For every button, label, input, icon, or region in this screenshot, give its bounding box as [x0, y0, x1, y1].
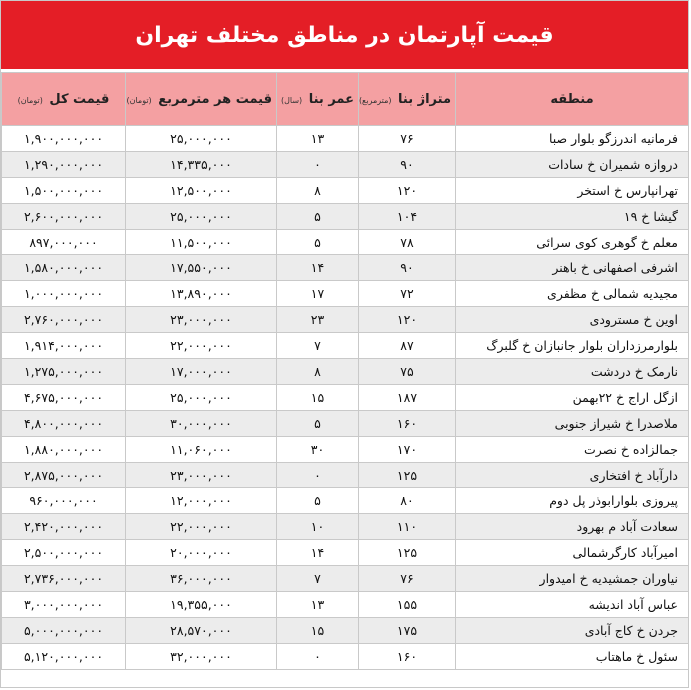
cell-total-price: ۲,۷۳۶,۰۰۰,۰۰۰: [2, 566, 126, 592]
cell-age: ۰: [277, 151, 359, 177]
cell-total-price: ۴,۶۷۵,۰۰۰,۰۰۰: [2, 384, 126, 410]
cell-age: ۱۴: [277, 540, 359, 566]
cell-area: ۱۱۰: [359, 514, 456, 540]
cell-area: ۱۲۵: [359, 462, 456, 488]
cell-region: نیاوران جمشیدیه خ امیدوار: [456, 566, 689, 592]
cell-price-per-meter: ۱۷,۰۰۰,۰۰۰: [126, 359, 277, 385]
cell-region: سئول خ ماهتاب: [456, 643, 689, 669]
cell-price-per-meter: ۲۰,۰۰۰,۰۰۰: [126, 540, 277, 566]
cell-region: بلوارمرزداران بلوار جانبازان خ گلبرگ: [456, 333, 689, 359]
cell-area: ۹۰: [359, 255, 456, 281]
cell-age: ۲۳: [277, 307, 359, 333]
cell-price-per-meter: ۲۳,۰۰۰,۰۰۰: [126, 462, 277, 488]
cell-total-price: ۲,۶۰۰,۰۰۰,۰۰۰: [2, 203, 126, 229]
cell-region: جمالزاده خ نصرت: [456, 436, 689, 462]
table-row: [2, 359, 689, 385]
table-row: [2, 229, 689, 255]
cell-area: ۷۵: [359, 359, 456, 385]
table-header: [2, 73, 689, 126]
cell-area: ۱۲۰: [359, 307, 456, 333]
cell-age: ۷: [277, 566, 359, 592]
cell-price-per-meter: ۱۴,۳۳۵,۰۰۰: [126, 151, 277, 177]
cell-region: گیشا خ ۱۹: [456, 203, 689, 229]
cell-age: ۸: [277, 177, 359, 203]
header-area: متراژ بنا (مترمربع): [359, 73, 456, 126]
cell-region: دارآباد خ افتخاری: [456, 462, 689, 488]
cell-total-price: ۱,۹۱۴,۰۰۰,۰۰۰: [2, 333, 126, 359]
table-body: [2, 126, 689, 670]
cell-total-price: ۱,۵۸۰,۰۰۰,۰۰۰: [2, 255, 126, 281]
header-age: عمر بنا (سال): [277, 73, 359, 126]
cell-total-price: ۱,۵۰۰,۰۰۰,۰۰۰: [2, 177, 126, 203]
cell-age: ۱۳: [277, 592, 359, 618]
table-row: [2, 410, 689, 436]
cell-total-price: ۲,۸۷۵,۰۰۰,۰۰۰: [2, 462, 126, 488]
table-row: [2, 566, 689, 592]
cell-price-per-meter: ۲۲,۰۰۰,۰۰۰: [126, 514, 277, 540]
table-row: [2, 436, 689, 462]
cell-area: ۱۸۷: [359, 384, 456, 410]
page-title: قیمت آپارتمان در مناطق مختلف تهران: [135, 22, 554, 48]
cell-total-price: ۱,۲۹۰,۰۰۰,۰۰۰: [2, 151, 126, 177]
cell-region: جردن خ کاج آبادی: [456, 617, 689, 643]
header-ppm-unit: (تومان): [126, 95, 152, 105]
cell-area: ۱۷۵: [359, 617, 456, 643]
cell-age: ۱۰: [277, 514, 359, 540]
cell-area: ۱۶۰: [359, 643, 456, 669]
title-bar: [1, 1, 688, 69]
table-row: [2, 643, 689, 669]
cell-age: ۵: [277, 229, 359, 255]
table-row: [2, 203, 689, 229]
table-row: [2, 177, 689, 203]
cell-price-per-meter: ۱۳,۸۹۰,۰۰۰: [126, 281, 277, 307]
cell-total-price: ۵,۱۲۰,۰۰۰,۰۰۰: [2, 643, 126, 669]
cell-price-per-meter: ۲۵,۰۰۰,۰۰۰: [126, 384, 277, 410]
cell-area: ۱۰۴: [359, 203, 456, 229]
cell-total-price: ۲,۴۲۰,۰۰۰,۰۰۰: [2, 514, 126, 540]
table-row: [2, 255, 689, 281]
price-table: [1, 72, 689, 670]
cell-area: ۷۶: [359, 566, 456, 592]
cell-region: فرمانیه اندرزگو بلوار صبا: [456, 126, 689, 152]
cell-region: دروازه شمیران خ سادات: [456, 151, 689, 177]
cell-age: ۰: [277, 643, 359, 669]
header-price-per-meter: قیمت هر مترمربع (تومان): [126, 73, 277, 126]
cell-total-price: ۴,۸۰۰,۰۰۰,۰۰۰: [2, 410, 126, 436]
cell-area: ۱۵۵: [359, 592, 456, 618]
table-row: [2, 488, 689, 514]
cell-region: عباس آباد اندیشه: [456, 592, 689, 618]
cell-age: ۱۵: [277, 384, 359, 410]
cell-region: اشرفی اصفهانی خ باهنر: [456, 255, 689, 281]
cell-price-per-meter: ۳۰,۰۰۰,۰۰۰: [126, 410, 277, 436]
cell-price-per-meter: ۲۸,۵۷۰,۰۰۰: [126, 617, 277, 643]
cell-total-price: ۵,۰۰۰,۰۰۰,۰۰۰: [2, 617, 126, 643]
cell-area: ۷۶: [359, 126, 456, 152]
cell-price-per-meter: ۲۳,۰۰۰,۰۰۰: [126, 307, 277, 333]
table-row: [2, 462, 689, 488]
cell-age: ۱۴: [277, 255, 359, 281]
cell-price-per-meter: ۳۲,۰۰۰,۰۰۰: [126, 643, 277, 669]
cell-total-price: ۲,۵۰۰,۰۰۰,۰۰۰: [2, 540, 126, 566]
header-region: منطقه: [456, 73, 689, 126]
cell-age: ۵: [277, 488, 359, 514]
cell-area: ۱۶۰: [359, 410, 456, 436]
cell-region: سعادت آباد م بهرود: [456, 514, 689, 540]
cell-region: ملاصدرا خ شیراز جنوبی: [456, 410, 689, 436]
cell-area: ۸۷: [359, 333, 456, 359]
cell-age: ۵: [277, 203, 359, 229]
cell-region: اوین خ مسترودی: [456, 307, 689, 333]
cell-region: امیرآباد کارگرشمالی: [456, 540, 689, 566]
cell-price-per-meter: ۲۵,۰۰۰,۰۰۰: [126, 203, 277, 229]
cell-region: مجیدیه شمالی خ مظفری: [456, 281, 689, 307]
cell-price-per-meter: ۱۲,۰۰۰,۰۰۰: [126, 488, 277, 514]
cell-price-per-meter: ۲۲,۰۰۰,۰۰۰: [126, 333, 277, 359]
cell-age: ۵: [277, 410, 359, 436]
cell-total-price: ۱,۹۰۰,۰۰۰,۰۰۰: [2, 126, 126, 152]
cell-region: پیروزی بلوارابوذر پل دوم: [456, 488, 689, 514]
cell-area: ۱۲۰: [359, 177, 456, 203]
cell-area: ۷۸: [359, 229, 456, 255]
cell-area: ۱۷۰: [359, 436, 456, 462]
header-total-price: قیمت کل (تومان): [2, 73, 126, 126]
table-row: [2, 384, 689, 410]
header-area-unit: (مترمربع): [358, 95, 392, 105]
cell-region: معلم خ گوهری کوی سرائی: [456, 229, 689, 255]
cell-region: تهرانپارس خ استخر: [456, 177, 689, 203]
cell-area: ۸۰: [359, 488, 456, 514]
cell-age: ۰: [277, 462, 359, 488]
cell-total-price: ۸۹۷,۰۰۰,۰۰۰: [2, 229, 126, 255]
table-row: [2, 514, 689, 540]
cell-area: ۱۲۵: [359, 540, 456, 566]
cell-price-per-meter: ۳۶,۰۰۰,۰۰۰: [126, 566, 277, 592]
cell-price-per-meter: ۱۹,۳۵۵,۰۰۰: [126, 592, 277, 618]
cell-area: ۷۲: [359, 281, 456, 307]
table-row: [2, 151, 689, 177]
cell-price-per-meter: ۱۷,۵۵۰,۰۰۰: [126, 255, 277, 281]
cell-age: ۱۵: [277, 617, 359, 643]
cell-age: ۱۳: [277, 126, 359, 152]
table-row: [2, 592, 689, 618]
cell-region: نارمک خ دردشت: [456, 359, 689, 385]
table-row: [2, 333, 689, 359]
table-row: [2, 617, 689, 643]
cell-total-price: ۲,۷۶۰,۰۰۰,۰۰۰: [2, 307, 126, 333]
cell-total-price: ۱,۰۰۰,۰۰۰,۰۰۰: [2, 281, 126, 307]
cell-age: ۸: [277, 359, 359, 385]
table-row: [2, 281, 689, 307]
cell-age: ۳۰: [277, 436, 359, 462]
cell-age: ۷: [277, 333, 359, 359]
cell-age: ۱۷: [277, 281, 359, 307]
cell-total-price: ۹۶۰,۰۰۰,۰۰۰: [2, 488, 126, 514]
table-row: [2, 126, 689, 152]
cell-price-per-meter: ۱۱,۰۶۰,۰۰۰: [126, 436, 277, 462]
cell-price-per-meter: ۱۱,۵۰۰,۰۰۰: [126, 229, 277, 255]
cell-total-price: ۱,۲۷۵,۰۰۰,۰۰۰: [2, 359, 126, 385]
cell-area: ۹۰: [359, 151, 456, 177]
cell-total-price: ۱,۸۸۰,۰۰۰,۰۰۰: [2, 436, 126, 462]
cell-price-per-meter: ۱۲,۵۰۰,۰۰۰: [126, 177, 277, 203]
header-age-unit: (سال): [280, 95, 303, 105]
table-row: [2, 307, 689, 333]
cell-region: ازگل اراج خ ۲۲بهمن: [456, 384, 689, 410]
header-total-unit: (تومان): [17, 95, 43, 105]
table-row: [2, 540, 689, 566]
cell-total-price: ۳,۰۰۰,۰۰۰,۰۰۰: [2, 592, 126, 618]
cell-price-per-meter: ۲۵,۰۰۰,۰۰۰: [126, 126, 277, 152]
